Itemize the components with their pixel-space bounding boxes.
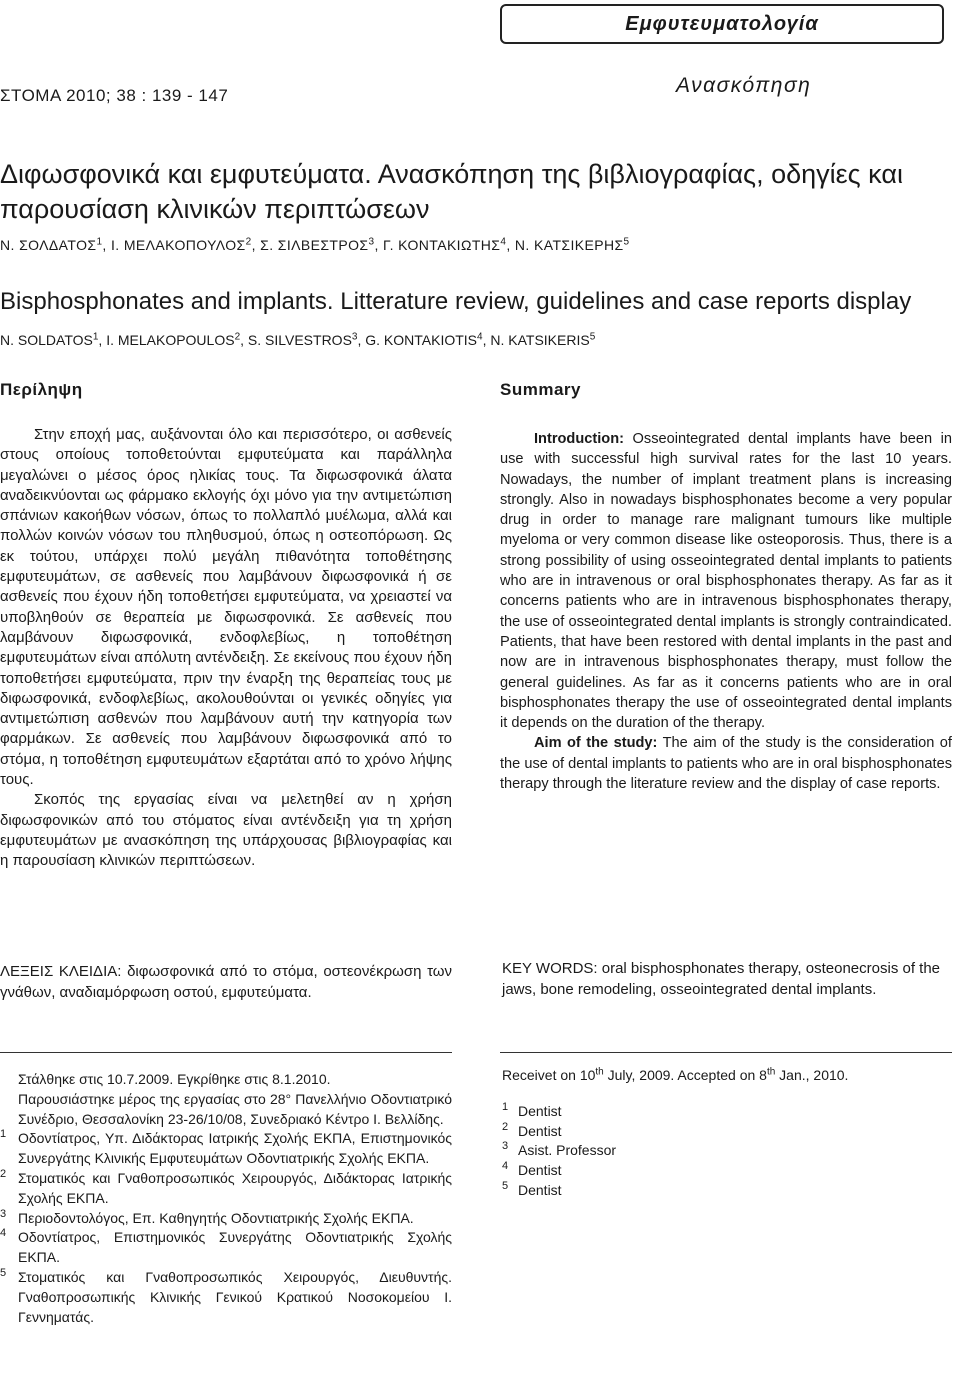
footnote-text: Περιοδοντολόγος, Επ. Καθηγητής Οδοντιατρικής Σχολής ΕΚΠΑ. — [18, 1209, 414, 1226]
abstract-heading-greek: Περίληψη — [0, 380, 83, 399]
received-note: Στάλθηκε στις 10.7.2009. Εγκρίθηκε στις 8.1.2010. — [18, 1071, 331, 1087]
footnotes-greek — [0, 1070, 452, 1327]
author: N. SOLDATOS — [0, 332, 93, 348]
journal-citation: ΣΤΟΜΑ 2010; 38 : 139 - 147 — [0, 86, 229, 105]
aim-text: The aim of the study is the consideration of the use of dental implants to patients who are in oral bisphosphonates therapy through the literature review and the display of case reports. — [500, 735, 952, 793]
footnote-number: 3 — [502, 1140, 509, 1153]
footnote-text: Στοματικός και Γναθοπροσωπικός Χειρουργός, Διευθυντής. Γναθοπροσωπικής Κλινικής Γενικού Κρατικού Νοσοκομείου Ι. Γεννηματάς. — [18, 1268, 452, 1325]
affiliation-sup: 2 — [234, 331, 241, 343]
footnote-text: Οδοντίατρος, Υπ. Διδάκτορας Ιατρικής Σχολής ΕΚΠΑ, Επιστημονικός Συνεργάτης Κλινικής Εμφυτευμάτων Οδοντιατρικής Σχολής ΕΚΠΑ. — [18, 1130, 452, 1167]
introduction-text: Osseointegrated dental implants have been in use with successful high survival rates for the last 10 years. Nowadays, the number of implant treatment plans is increasing strongly. Also in nowadays bisphosphonates become a very popular drug in order to manage rare malignant tumours like multiple myeloma or very common disease like osteoporosis. Thus, there is a strong possibility of using osseointegrated dental implants to patients who are in intravenous or oral bisphosphonates therapy. As far as it concerns patients who are in intravenous bisphosphonates therapy, the use of osseointegrated dental implants is strongly contraindicated. Patients, that have been restored with dental implants in the past and now are in intravenous bisphosphonates therapy, must follow the general guidelines. As far as it concerns patients who are in oral bisphosphonates therapy the use of osseointegrated dental implants it depends on the duration of the therapy. — [500, 431, 952, 732]
author: I. MELAKOPOULOS — [106, 332, 235, 348]
presented-note: Παρουσιάστηκε μέρος της εργασίας στο 28° Πανελλήνιο Οδοντιατρικό Συνέδριο, Θεσσαλονίκη 23-26/10/08, Συνεδριακό Κέντρο Ι. Βελλίδης. — [18, 1090, 452, 1127]
affiliation-sup: 1 — [92, 331, 99, 343]
aim-label: Aim of the study: — [534, 735, 658, 752]
footnote-text: Asist. Professor — [518, 1142, 617, 1159]
abstract-paragraph: Στην εποχή μας, αυξάνονται όλο και περισσότερο, οι ασθενείς στους οποίους τοποθετούνται εμφυτεύματα και παράλληλα μεγαλώνει ο μέσος όρος ηλικίας τους. Τα διφωσφονικά άλατα αναδεικνύονται ως φάρμακο εκλογής όχι μόνο για την αντιμετώπιση σπάνιων κακοήθων νόσων, όπως το πολλαπλό μυέλωμα, αλλά και πολλών κοινών νόσων του πληθυσμού, όπως η οστεοπόρωση. Ως εκ τούτου, υπάρχει πολύ μεγάλη πιθανότητα τοποθέτησης εμφυτευμάτων, σε ασθενείς που λαμβάνουν διφωσφονικά ή σε ασθενείς που έχουν ήδη τοποθετήσει εμφυτεύματα, να χρειαστεί να υποβληθούν σε θεραπεία με διφωσφονικά. Σε ασθενείς που λαμβάνουν διφωσφονικά, ενδοφλεβίως, η τοποθέτηση εμφυτευμάτων είναι απόλυτη αντένδειξη. Σε εκείνους που έχουν ήδη τοποθετήσει εμφυτεύματα, πριν την έναρξη της θεραπείας τους με διφωσφονικά, ενδοφλεβίως, ακολουθούνται οι γενικές οδηγίες για αντιμετώπιση ασθενών που λαμβάνουν αυτή την κατηγορία των φαρμάκων. Σε ασθενείς που λαμβάνουν διφωσφονικά από το στόμα, η τοποθέτηση εμφυτευμάτων εξαρτάται από το χρόνο λήψης τους. — [0, 426, 452, 789]
footnote-number: 2 — [502, 1120, 509, 1133]
keywords-greek: ΛΕΞΕΙΣ ΚΛΕΙΔΙΑ: διφωσφονικά από το στόμα, οστεονέκρωση των γνάθων, αναδιαμόρφωση οστού, εμφυτεύματα. — [0, 963, 452, 1001]
footnote-text: Οδοντίατρος, Επιστημονικός Συνεργάτης Οδοντιατρικής Σχολής ΕΚΠΑ. — [18, 1229, 452, 1266]
article-type: Ανασκόπηση — [676, 74, 812, 97]
affiliation-sup: 4 — [500, 236, 507, 248]
authors-greek: Ν. ΣΟΛΔΑΤΟΣ$^1$, Ι. ΜΕΛΑΚΟΠΟΥΛΟΣ$^2$, Σ. ΣΙΛΒΕΣΤΡΟΣ$^3$, Γ. ΚΟΝΤΑΚΙΩΤΗΣ$^4$, Ν. ΚΑΤΣΙΚΕΡΗΣ$^5$ — [0, 236, 630, 253]
introduction-label: Introduction: — [534, 431, 624, 447]
footnote-number: 3 — [0, 1207, 7, 1220]
authors-english: N. SOLDATOS$^1$, I. MELAKOPOULOS$^2$, S. SILVESTROS$^3$, G. KONTAKIOTIS$^4$, N. KATSIKERIS$^5$ — [0, 331, 596, 348]
footnote-text: Dentist — [518, 1102, 562, 1119]
abstract-paragraph — [500, 733, 952, 794]
author: Ν. ΚΑΤΣΙΚΕΡΗΣ — [514, 237, 624, 253]
footnote-text: Στοματικός και Γναθοπροσωπικός Χειρουργός, Διδάκτορας Ιατρικής Σχολής ΕΚΠΑ. — [18, 1169, 452, 1206]
footnote-number: 2 — [0, 1167, 7, 1180]
affiliation-sup: 3 — [368, 236, 375, 248]
affiliation-sup: 3 — [351, 331, 358, 343]
abstract-greek — [0, 425, 452, 872]
abstract-paragraph: Σκοπός της εργασίας είναι να μελετηθεί αν η χρήση διφωσφονικών από του στόματος είναι αντένδειξη για τη χρήση εμφυτευμάτων με ανασκόπηση της υπάρχουσας βιβλιογραφίας και η παρουσίαση κλινικών περιπτώσεων. — [0, 791, 452, 870]
author: G. KONTAKIOTIS — [365, 332, 478, 348]
affiliation-sup: 1 — [96, 236, 103, 248]
author: Γ. ΚΟΝΤΑΚΙΩΤΗΣ — [383, 237, 501, 253]
footnote-number: 5 — [502, 1179, 509, 1192]
footnote-number: 5 — [0, 1266, 7, 1279]
received-note-english: Receivet on 10th July, 2009. Accepted on 8th Jan., 2010. — [502, 1066, 849, 1083]
footnote-text: Dentist — [518, 1181, 562, 1198]
affiliation-sup: 5 — [623, 236, 630, 248]
author: Ν. ΣΟΛΔΑΤΟΣ — [0, 237, 97, 253]
footnote-divider — [500, 1052, 952, 1053]
affiliation-sup: 4 — [477, 331, 483, 343]
footnotes-english — [502, 1066, 952, 1201]
footnote-text: Dentist — [518, 1162, 562, 1179]
affiliation-sup: 2 — [245, 236, 252, 248]
section-label-box — [500, 4, 944, 44]
footnote-number: 4 — [0, 1227, 7, 1240]
author: N. KATSIKERIS — [490, 332, 590, 348]
footnote-text: Dentist — [518, 1122, 562, 1139]
footnote-number: 1 — [0, 1128, 7, 1141]
footnote-number: 4 — [502, 1160, 509, 1173]
keywords-english: KEY WORDS: oral bisphosphonates therapy, osteonecrosis of the jaws, bone remodeling, osseointegrated dental implants. — [502, 960, 941, 998]
author: Ι. ΜΕΛΑΚΟΠΟΥΛΟΣ — [111, 237, 246, 253]
title-greek: Διφωσφονικά και εμφυτεύματα. Ανασκόπηση της βιβλιογραφίας, οδηγίες και παρουσίαση κλινικών περιπτώσεων — [0, 159, 903, 224]
affiliation-sup: 5 — [589, 331, 596, 343]
section-label: Εμφυτευματολογία — [625, 12, 819, 35]
abstract-heading-english: Summary — [500, 380, 581, 399]
abstract-english — [500, 429, 952, 794]
author: S. SILVESTROS — [247, 332, 352, 348]
title-english: Bisphosphonates and implants. Litterature review, guidelines and case reports display — [0, 288, 912, 315]
abstract-paragraph — [500, 429, 952, 733]
author: Σ. ΣΙΛΒΕΣΤΡΟΣ — [260, 237, 369, 253]
footnote-number: 1 — [502, 1100, 509, 1113]
footnote-divider — [0, 1052, 452, 1053]
